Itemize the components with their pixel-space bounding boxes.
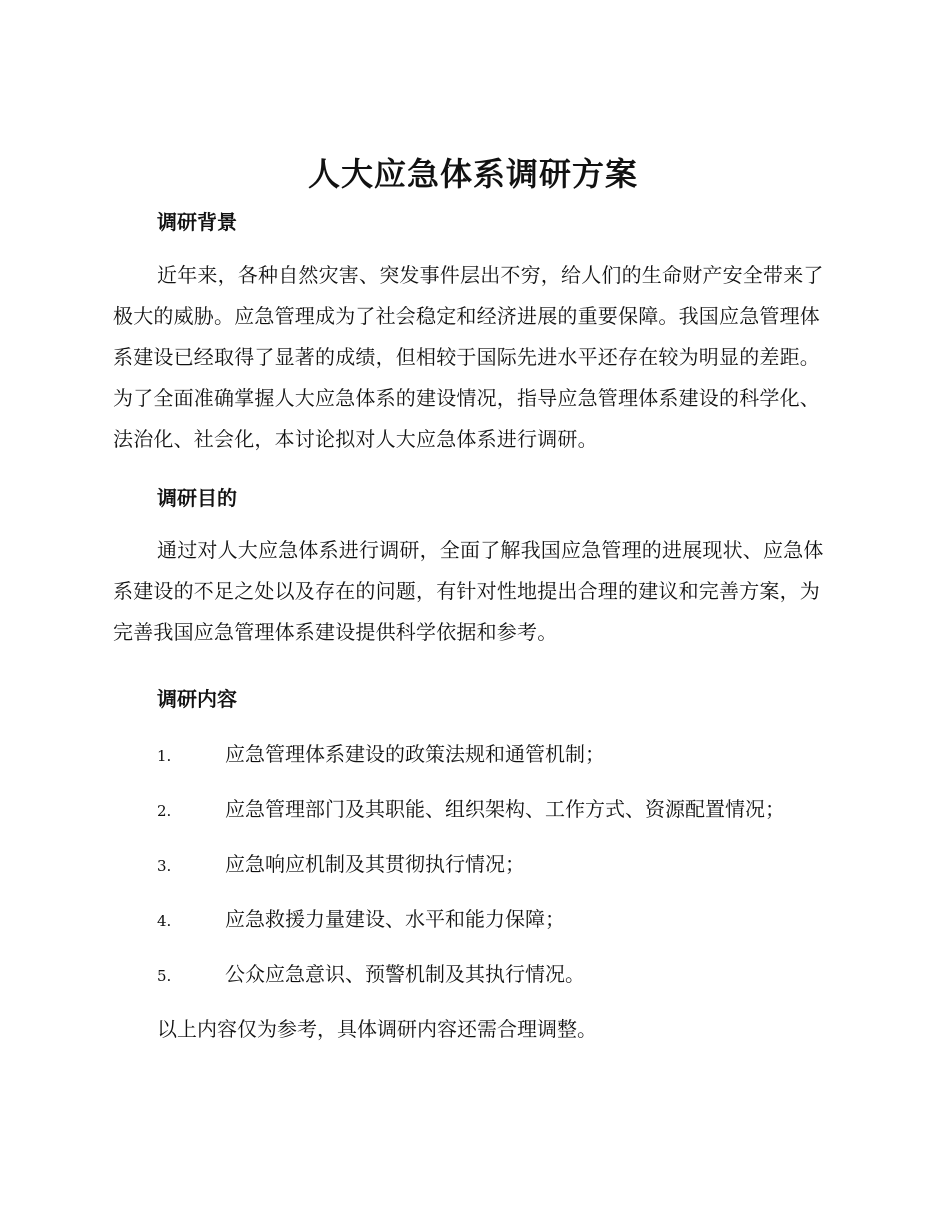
document-title: 人大应急体系调研方案 bbox=[307, 155, 638, 193]
list-item-text: 公众应急意识、预警机制及其执行情况。 bbox=[225, 962, 585, 986]
list-item bbox=[113, 782, 833, 837]
document-body bbox=[113, 148, 833, 1057]
closing-note: 以上内容仅为参考，具体调研内容还需合理调整。 bbox=[157, 1017, 597, 1041]
list-item-number: 1. bbox=[157, 747, 172, 765]
content-list bbox=[113, 727, 833, 1002]
list-item bbox=[113, 892, 833, 947]
list-item-number: 4. bbox=[157, 912, 172, 930]
list-item bbox=[113, 727, 833, 782]
list-item-text: 应急管理体系建设的政策法规和通管机制； bbox=[225, 742, 605, 766]
list-item-number: 2. bbox=[157, 802, 172, 820]
list-item-number: 5. bbox=[157, 967, 172, 985]
list-item-text: 应急响应机制及其贯彻执行情况； bbox=[225, 852, 525, 876]
heading-background: 调研背景 bbox=[157, 210, 237, 234]
list-item bbox=[113, 837, 833, 892]
list-item-text: 应急救援力量建设、水平和能力保障； bbox=[225, 907, 565, 931]
heading-purpose: 调研目的 bbox=[157, 486, 237, 510]
list-item-number: 3. bbox=[157, 857, 172, 875]
paragraph-background: 近年来，各种自然灾害、突发事件层出不穷，给人们的生命财产安全带来了极大的威胁。应急管理成为了社会稳定和经济进展的重要保障。我国应急管理体系建设已经取得了显著的成绩，但相较于国际先进水平还存在较为明显的差距。为了全面准确掌握人大应急体系的建设情况，指导应急管理体系建设的科学化、法治化、社会化，本讨论拟对人大应急体系进行调研。 bbox=[113, 263, 824, 451]
list-item-text: 应急管理部门及其职能、组织架构、工作方式、资源配置情况； bbox=[225, 797, 785, 821]
list-item bbox=[113, 947, 833, 1002]
paragraph-purpose: 通过对人大应急体系进行调研，全面了解我国应急管理的进展现状、应急体系建设的不足之处以及存在的问题，有针对性地提出合理的建议和完善方案，为完善我国应急管理体系建设提供科学依据和参考。 bbox=[113, 538, 824, 644]
heading-content: 调研内容 bbox=[157, 687, 237, 711]
